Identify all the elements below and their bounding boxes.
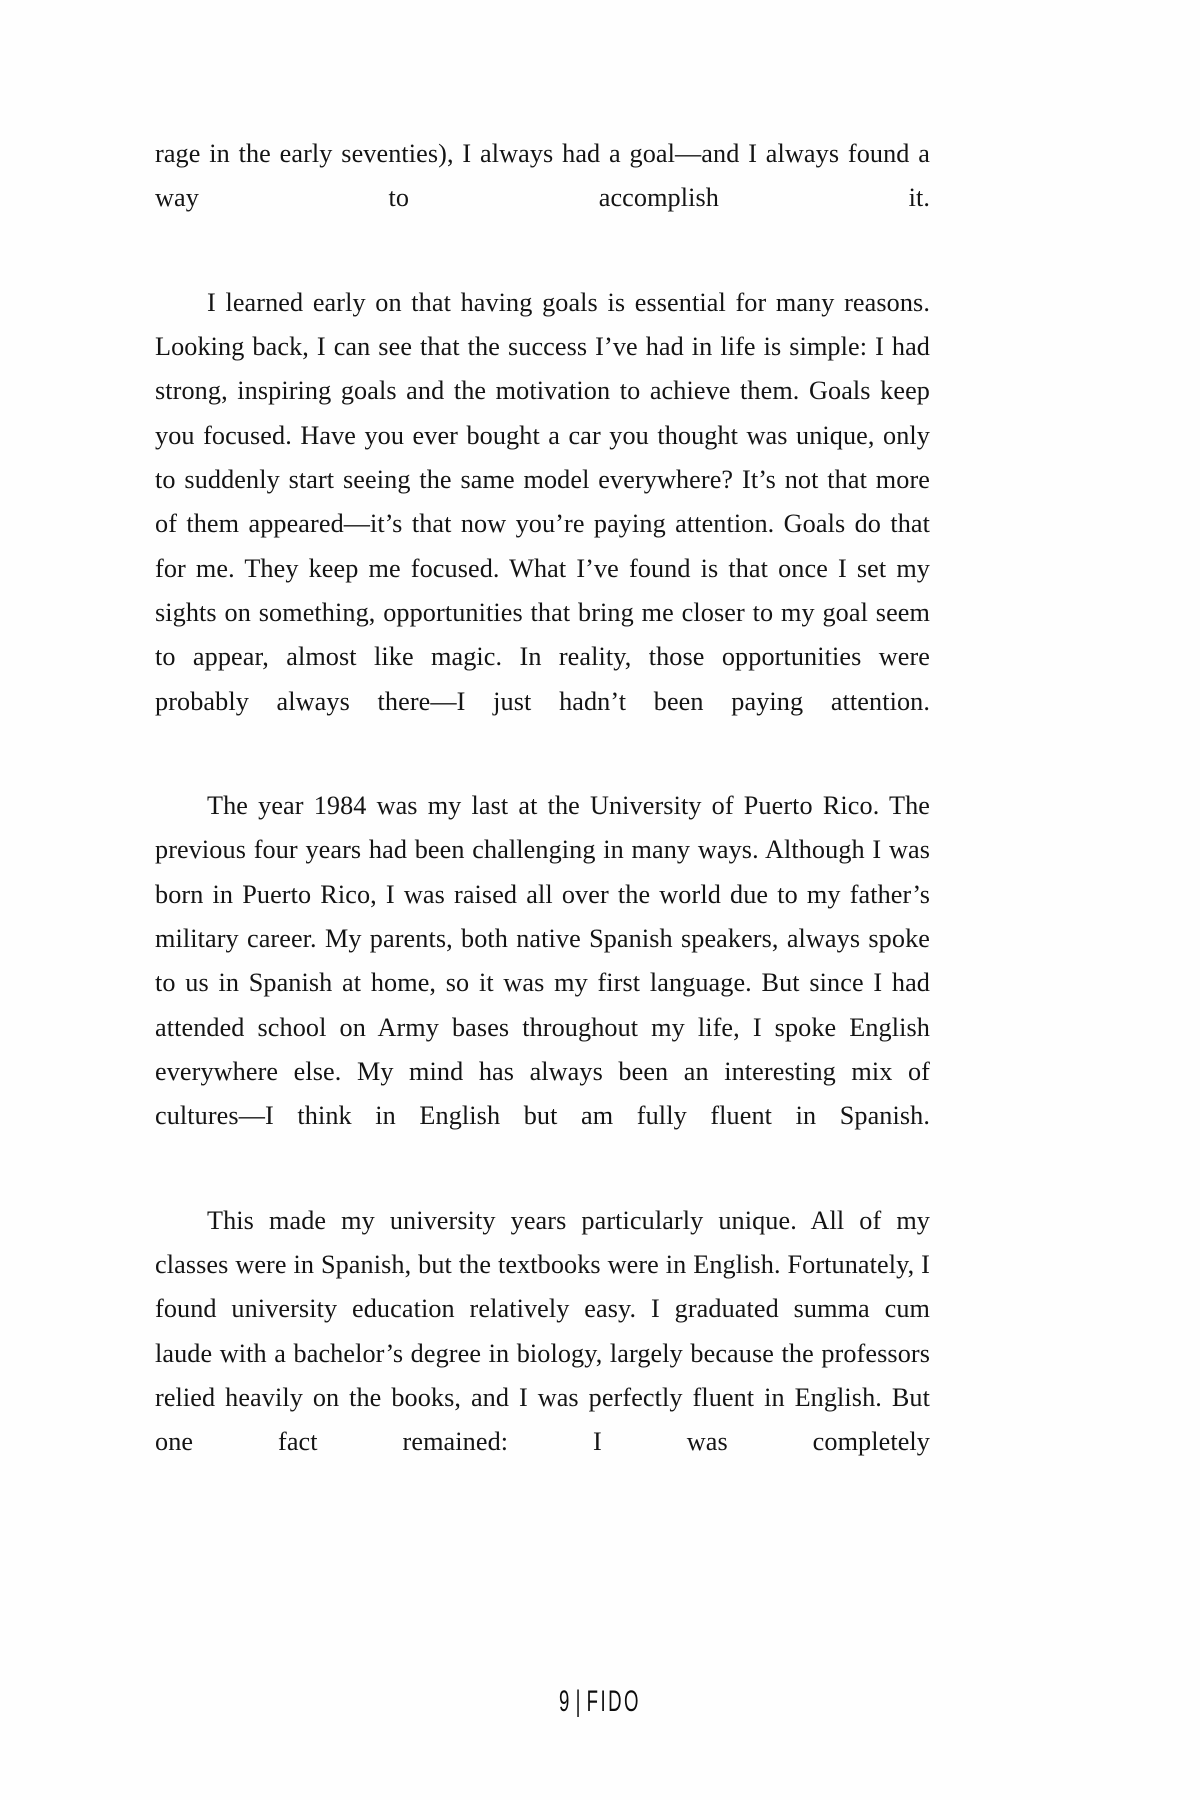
running-title: FIDO bbox=[586, 1685, 641, 1718]
footer-separator: | bbox=[575, 1685, 583, 1718]
page-footer bbox=[228, 1685, 972, 1719]
paragraph-goals: I learned early on that having goals is essential for many reasons. Looking back, I can see that the success I’ve had in life is simple: I had strong, inspiring goals and the motivation to achieve them. Goals keep you focused. Have you ever bought a car you thought was unique, only to suddenly start seeing the same model everywhere? It’s not that more of them appeared—it’s that now you’re paying attention. Goals do that for me. They keep me focused. What I’ve found is that once I set my sights on something, opportunities that bring me closer to my goal seem to appear, almost like magic. In reality, those opportunities were probably always there—I just hadn’t been paying attention. bbox=[155, 287, 930, 716]
paragraph-1984: The year 1984 was my last at the University of Puerto Rico. The previous four years had been challenging in many ways. Although I was born in Puerto Rico, I was raised all over the world due to my father’s military career. My parents, both native Spanish speakers, always spoke to us in Spanish at home, so it was my first language. But since I had attended school on Army bases throughout my life, I spoke English everywhere else. My mind has always been an interesting mix of cultures—I think in English but am fully fluent in Spanish. bbox=[155, 791, 930, 1131]
body-text-block bbox=[155, 132, 930, 1509]
page-number: 9 bbox=[559, 1685, 572, 1718]
paragraph-continuation: rage in the early seventies), I always had a goal—and I always found a way to accomplish it. bbox=[155, 139, 930, 213]
paragraph-university: This made my university years particularly unique. All of my classes were in Spanish, but the textbooks were in English. Fortunately, I found university education relatively easy. I graduated summa cum laude with a bachelor’s degree in biology, largely because the professors relied heavily on the books, and I was perfectly fluent in English. But one fact remained: I was completely bbox=[155, 1205, 930, 1457]
